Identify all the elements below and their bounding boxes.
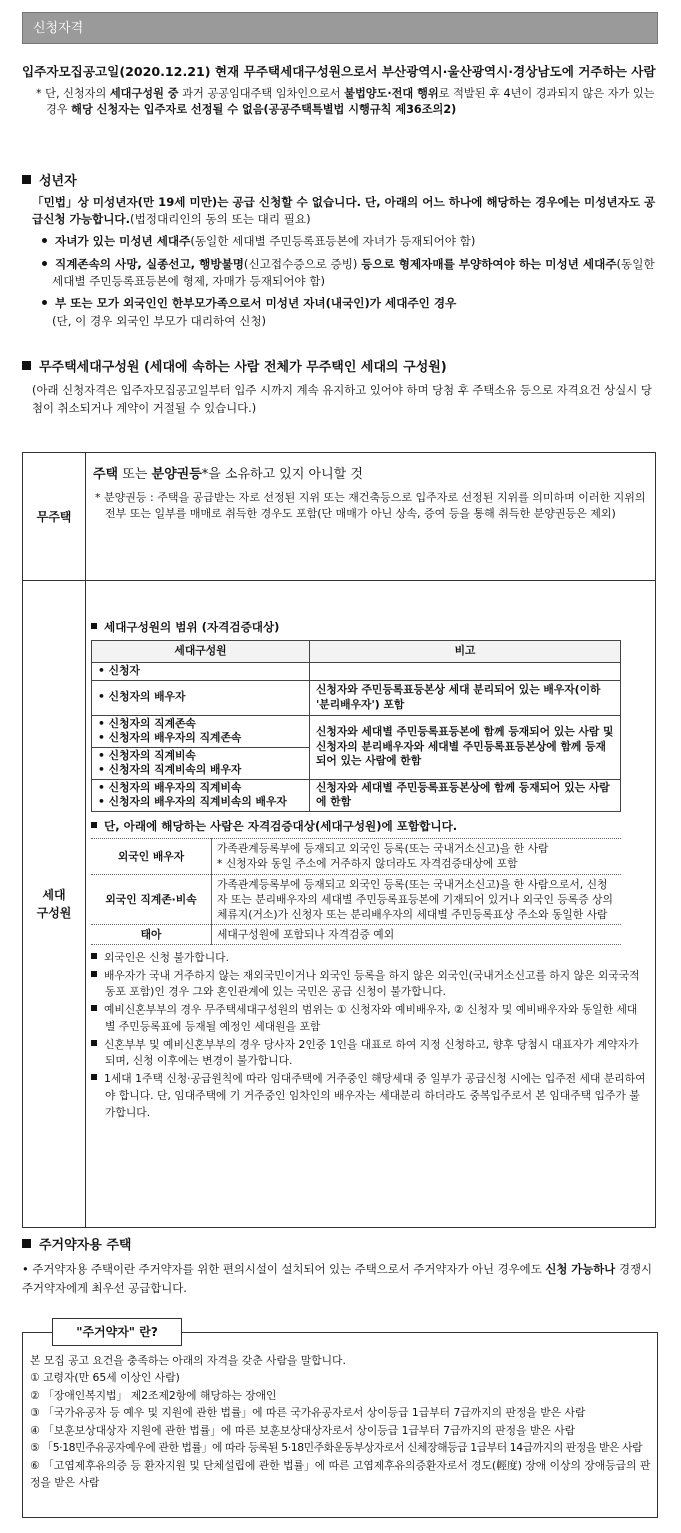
bullet-rest: (동일한 세대별 주민등록표등본에 형제, 자매가 등재되어야 함) — [52, 256, 655, 289]
exception-title-text: 단, 아래에 해당하는 사람은 자격검증대상(세대구성원)에 포함합니다. — [104, 818, 458, 833]
member-cell — [92, 715, 310, 747]
elderly-section — [22, 1236, 662, 1298]
square-bullet-icon — [91, 1074, 97, 1080]
text: 주택 — [93, 467, 119, 482]
bullet-rest: (단, 이 경우 외국인 부모가 대리하여 신청) — [52, 313, 267, 328]
definition-content — [30, 1352, 652, 1492]
definition-item: ① 고령자(만 65세 이상인 사람) — [30, 1371, 180, 1385]
dot-bullet-icon — [42, 300, 47, 305]
dot-bullet-icon — [42, 238, 47, 243]
minor-desc-rest: (법정대리인의 동의 또는 대리 필요) — [130, 211, 311, 226]
qualification-table — [22, 452, 656, 1228]
text: 1세대 1주택 신청·공급원칙에 따라 임대주택에 거주중인 해당세대 중 일부가 공급신청 시에는 입주전 세대 분리하여야 합니다. 단, 임대주택에 기 거주중인 임차인의 배우자는 세대분리 하더라도 중복입주로서 본 임대주택 입주가 불가합니다. — [104, 1072, 646, 1119]
exception-key: 외국인 직계존·비속 — [91, 874, 212, 924]
text: • 주거약자용 주택이란 주거약자를 위한 편의시설이 설치되어 있는 주택으로서 주거약자가 아닌 경우에도 — [22, 1261, 546, 1276]
text: • 신청자의 배우자의 직계비속의 배우자 — [98, 795, 287, 809]
intro-note — [22, 86, 662, 120]
member-cell: • 신청자 — [92, 662, 310, 680]
text: 외국인은 신청 불가합니다. — [104, 950, 230, 964]
text: • 신청자의 직계비속 — [98, 748, 196, 762]
definition-intro: 본 모집 공고 요건을 충족하는 아래의 자격을 갖춘 사람을 말합니다. — [30, 1354, 346, 1367]
note-item — [91, 1002, 647, 1035]
members-label — [23, 581, 86, 1227]
no-house-note: * 분양권등 : 주택을 공급받는 자로 선정된 지위 또는 재건축등으로 입주자로 선정된 지위를 의미하며 이러한 지위의 전부 또는 일부를 매매로 취득한 경우도 포함(단 매매가 아닌 상속, 증여 등을 통해 취득한 분양권등은 제외) — [95, 490, 646, 520]
square-bullet-icon — [91, 953, 97, 959]
bullet-mid: (신고접수증으로 증빙) — [243, 256, 362, 271]
section-title: 신청자격 — [33, 21, 84, 36]
notes-list — [91, 950, 647, 1121]
text: 신청 가능하나 — [545, 1261, 616, 1276]
minor-title — [22, 172, 662, 192]
exception-key: 태아 — [91, 924, 212, 944]
definition-item: ④ 「보훈보상대상자 지원에 관한 법률」에 따른 보훈보상대상자로서 상이등급 1급부터 7급까지의 판정을 받은 사람 — [30, 1423, 576, 1437]
label-line: 구성원 — [36, 906, 72, 920]
square-bullet-icon — [91, 623, 97, 629]
row-divider — [23, 580, 655, 581]
text: 또는 — [118, 467, 152, 482]
bullet-bold: 부 또는 모가 외국인인 한부모가족으로서 미성년 자녀(내국인)가 세대주인 경우 — [55, 296, 457, 311]
label-line: 세대 — [42, 888, 66, 902]
square-bullet-icon — [22, 361, 31, 370]
note-text: * 단, 신청자의 — [36, 86, 110, 100]
square-bullet-icon — [91, 971, 97, 977]
minor-desc — [22, 194, 662, 229]
member-note — [310, 662, 621, 680]
col-header: 세대구성원 — [92, 641, 310, 663]
bullet-bold: 자녀가 있는 미성년 세대주 — [55, 234, 191, 249]
intro-block — [22, 62, 662, 119]
household-section — [22, 358, 662, 418]
household-title — [22, 358, 662, 378]
text: 예비신혼부부의 경우 무주택세대구성원의 범위는 ① 신청자와 예비배우자, ② 신청자 및 예비배우자와 동일한 세대별 주민등록표에 등재될 예정인 세대원을 포함 — [104, 1003, 638, 1033]
members-content — [91, 619, 647, 1122]
note-item — [91, 968, 647, 1001]
scope-title-text: 세대구성원의 범위 (자격검증대상) — [104, 620, 280, 634]
bullet-rest: (동일한 세대별 주민등록표등본에 자녀가 등재되어야 함) — [190, 234, 476, 249]
definition-item: ⑥ 「고엽제후유의증 등 환자지원 및 단체설립에 관한 법률」에 따른 고엽제후유의증환자로서 경도(輕度) 장애 이상의 장애등급의 판정을 받은 사람 — [30, 1458, 651, 1490]
square-bullet-icon — [91, 1005, 97, 1011]
minor-title-text: 성년자 — [39, 174, 77, 189]
scope-title — [91, 619, 647, 636]
minor-bullet-1 — [22, 233, 662, 250]
elderly-title-text: 주거약자용 주택 — [39, 1238, 132, 1253]
square-bullet-icon — [91, 1040, 97, 1046]
note-text: 불법양도·전대 행위 — [344, 86, 439, 100]
text: • 신청자의 배우자의 직계존속 — [98, 731, 242, 745]
exception-title — [91, 818, 647, 835]
note-text: 세대구성원 중 — [109, 86, 179, 100]
bullet-bold: 등으로 형제자매를 부양하여야 하는 미성년 세대주 — [361, 256, 617, 271]
note-text: 해당 신청자는 입주자로 선정될 수 없음(공공주택특별법 시행규칙 제36조의2) — [71, 103, 457, 117]
text: 가족관계등록부에 등재되고 외국인 등록(또는 국내거소신고)을 한 사람 — [217, 842, 549, 856]
exception-value: 가족관계등록부에 등재되고 외국인 등록(또는 국내거소신고)을 한 사람으로서, 신청자 또는 분리배우자의 세대별 주민등록표등본에 기재되어 있거나 외국인 등록증 상의 체류지(거소)가 신청자 또는 분리배우자의 세대별 주민등록표상 주소와 동일한 사람 — [212, 874, 622, 924]
no-house-label: 무주택 — [23, 453, 86, 580]
note-text: 과거 공공임대주택 임차인으로서 — [178, 86, 345, 100]
household-title-text: 무주택세대구성원 (세대에 속하는 사람 전체가 무주택인 세대의 구성원) — [39, 360, 447, 375]
member-note: 신청자와 세대별 주민등록표등본상에 함께 등재되어 있는 사람에 한함 — [310, 779, 621, 811]
definition-tag: "주거약자" 란? — [52, 1318, 182, 1346]
text: • 신청자의 배우자의 직계비속 — [98, 780, 242, 794]
minor-section — [22, 172, 662, 330]
text: 신혼부부 및 예비신혼부부의 경우 당사자 2인중 1인을 대표로 하여 지정 신청하고, 향후 당첨시 대표자가 계약자가 되며, 신청 이후에는 변경이 불가합니다. — [104, 1037, 639, 1068]
col-header: 비고 — [310, 641, 621, 663]
text: * 신청자와 동일 주소에 거주하지 않더라도 자격검증대상에 포함 — [217, 857, 518, 871]
exception-table — [91, 838, 621, 945]
section-header — [22, 12, 658, 44]
exception-value — [212, 839, 622, 874]
text: 배우자가 국내 거주하지 않는 재외국민이거나 외국인 등록을 하지 않은 외국인(국내거소신고를 하지 않은 외국국적동포 포함)인 경우 그와 혼인관계에 있는 국민은 공급 신청이 불가합니다. — [104, 968, 640, 999]
definition-item: ③ 「국가유공자 등 예우 및 지원에 관한 법률」에 따른 국가유공자로서 상이등급 1급부터 7급까지의 판정을 받은 사람 — [30, 1406, 586, 1420]
exception-value: 세대구성원에 포함되나 자격검증 예외 — [212, 924, 622, 944]
member-cell — [92, 779, 310, 811]
elderly-title — [22, 1236, 662, 1256]
no-house-main — [93, 465, 649, 485]
square-bullet-icon — [91, 822, 97, 828]
definition-item: ⑤ 「5·18민주유공자예우에 관한 법률」에 따라 등록된 5·18민주화운동부상자로서 신체장해등급 1급부터 14급까지의 판정을 받은 사람 — [30, 1441, 643, 1455]
minor-desc-bold: 「민법」상 미성년자(만 19세 미만)는 공급 신청할 수 없습니다. 단, 아래의 어느 하나에 해당하는 경우에는 미성년자도 공급신청 가능합니다. — [32, 194, 656, 226]
member-note: 신청자와 세대별 주민등록표등본에 함께 등재되어 있는 사람 및 신청자의 분리배우자와 세대별 주민등록표등본상에 함께 등재되어 있는 사람에 한함 — [310, 715, 621, 779]
definition-item: ② 「장애인복지법」 제2조제2항에 해당하는 장애인 — [30, 1388, 277, 1402]
member-cell — [92, 747, 310, 779]
member-note: 신청자와 주민등록표등본상 세대 분리되어 있는 배우자(이하 '분리배우자') 포함 — [310, 680, 621, 715]
household-desc: (아래 신청자격은 입주자모집공고일부터 입주 시까지 계속 유지하고 있어야 하며 당첨 후 주택소유 등으로 자격요건 상실시 당첨이 취소되거나 계약이 거절될 수 있습니다.) — [32, 382, 652, 416]
text: • 신청자의 직계존속 — [98, 716, 196, 730]
text: 경쟁시 주거약자에게 최우선 공급합니다. — [22, 1261, 652, 1295]
member-table — [91, 640, 621, 812]
member-cell: • 신청자의 배우자 — [92, 680, 310, 715]
square-bullet-icon — [22, 1239, 31, 1248]
text: • 신청자의 직계비속의 배우자 — [98, 763, 242, 777]
bullet-bold: 직계존속의 사망, 실종선고, 행방불명 — [55, 256, 244, 271]
no-house-content — [93, 465, 649, 523]
exception-key: 외국인 배우자 — [91, 839, 212, 874]
minor-bullet-2 — [22, 256, 662, 291]
note-item — [91, 950, 647, 967]
square-bullet-icon — [22, 175, 31, 184]
note-item — [91, 1037, 647, 1070]
text: *을 소유하고 있지 아니할 것 — [201, 467, 363, 482]
note-item — [91, 1071, 647, 1121]
text: 분양권등 — [151, 467, 202, 482]
intro-main: 입주자모집공고일(2020.12.21) 현재 무주택세대구성원으로서 부산광역시·울산광역시·경상남도에 거주하는 사람 — [22, 64, 656, 79]
elderly-desc — [22, 1260, 662, 1299]
minor-bullet-3 — [22, 295, 662, 330]
note-text: 로 적발된 후 4년이 경과되지 않은 자가 있는 경우 — [46, 86, 655, 117]
dot-bullet-icon — [42, 261, 47, 266]
